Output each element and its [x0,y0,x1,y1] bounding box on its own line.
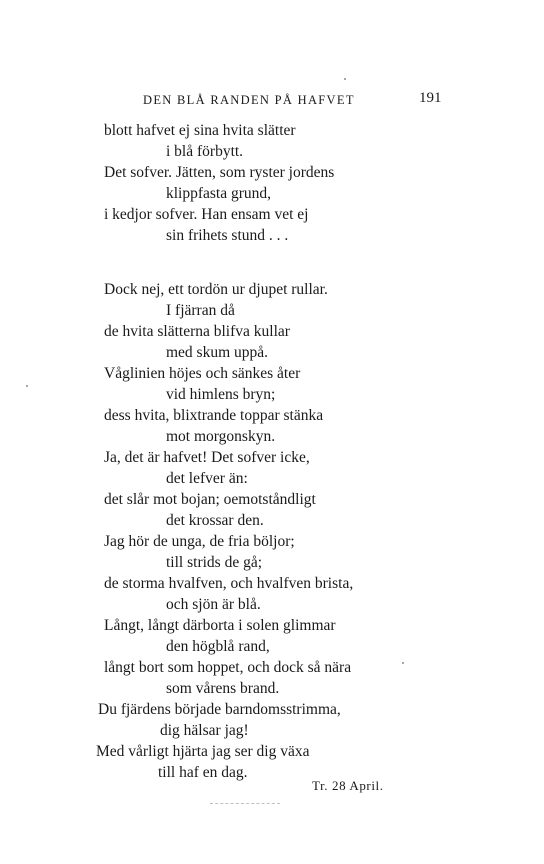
poem-line: och sjön är blå. [166,596,261,613]
poem-line: det krossar den. [166,512,264,529]
poem-line: Ja, det är hafvet! Det sofver icke, [104,449,310,466]
page-number: 191 [419,90,442,106]
poem-line: i blå förbytt. [166,143,244,160]
poem-line: klippfasta grund, [166,185,272,202]
poem-line: Våglinien höjes och sänkes åter [104,365,301,382]
poem-line: Jag hör de unga, de fria böljor; [104,533,295,550]
poem-line: sin frihets stund . . . [166,227,289,244]
poem-line: de storma hvalfven, och hvalfven brista, [104,575,354,592]
poem-line: det lefver än: [166,470,248,487]
poem-line: Dock nej, ett tordön ur djupet rullar. [104,281,328,298]
print-speck [26,385,28,387]
date-signature: Tr. 28 April. [312,778,384,793]
poem-line: blott hafvet ej sina hvita slätter [104,122,296,139]
poem-line: som vårens brand. [166,680,280,697]
poem-line: de hvita slätterna blifva kullar [104,323,290,340]
poem-line: med skum uppå. [166,344,269,361]
poem-line: till strids de gå; [166,554,263,571]
poem-line: till haf en dag. [158,764,248,781]
poem-line: Det sofver. Jätten, som ryster jordens [104,164,335,181]
print-speck [344,78,346,80]
poem-line: I fjärran då [166,302,235,319]
poem-line: dess hvita, blixtrande toppar stänka [104,407,324,424]
print-speck [402,662,404,664]
poem-line: mot morgonskyn. [166,428,276,445]
print-artifact [210,803,280,805]
poem-line: Med vårligt hjärta jag ser dig växa [96,743,310,760]
poem-line: långt bort som hoppet, och dock så nära [104,659,352,676]
poem-line: Du fjärdens började barndomsstrimma, [98,701,341,718]
poem-line: i kedjor sofver. Han ensam vet ej [104,206,309,223]
poem-line: den högblå rand, [166,638,270,655]
poem-line: dig hälsar jag! [160,722,249,739]
poem-line: Långt, långt därborta i solen glimmar [104,617,336,634]
poem-line: det slår mot bojan; oemotståndligt [104,491,316,508]
running-title: DEN BLÅ RANDEN PÅ HAFVET [143,93,355,107]
poem-line: vid himlens bryn; [166,386,276,403]
